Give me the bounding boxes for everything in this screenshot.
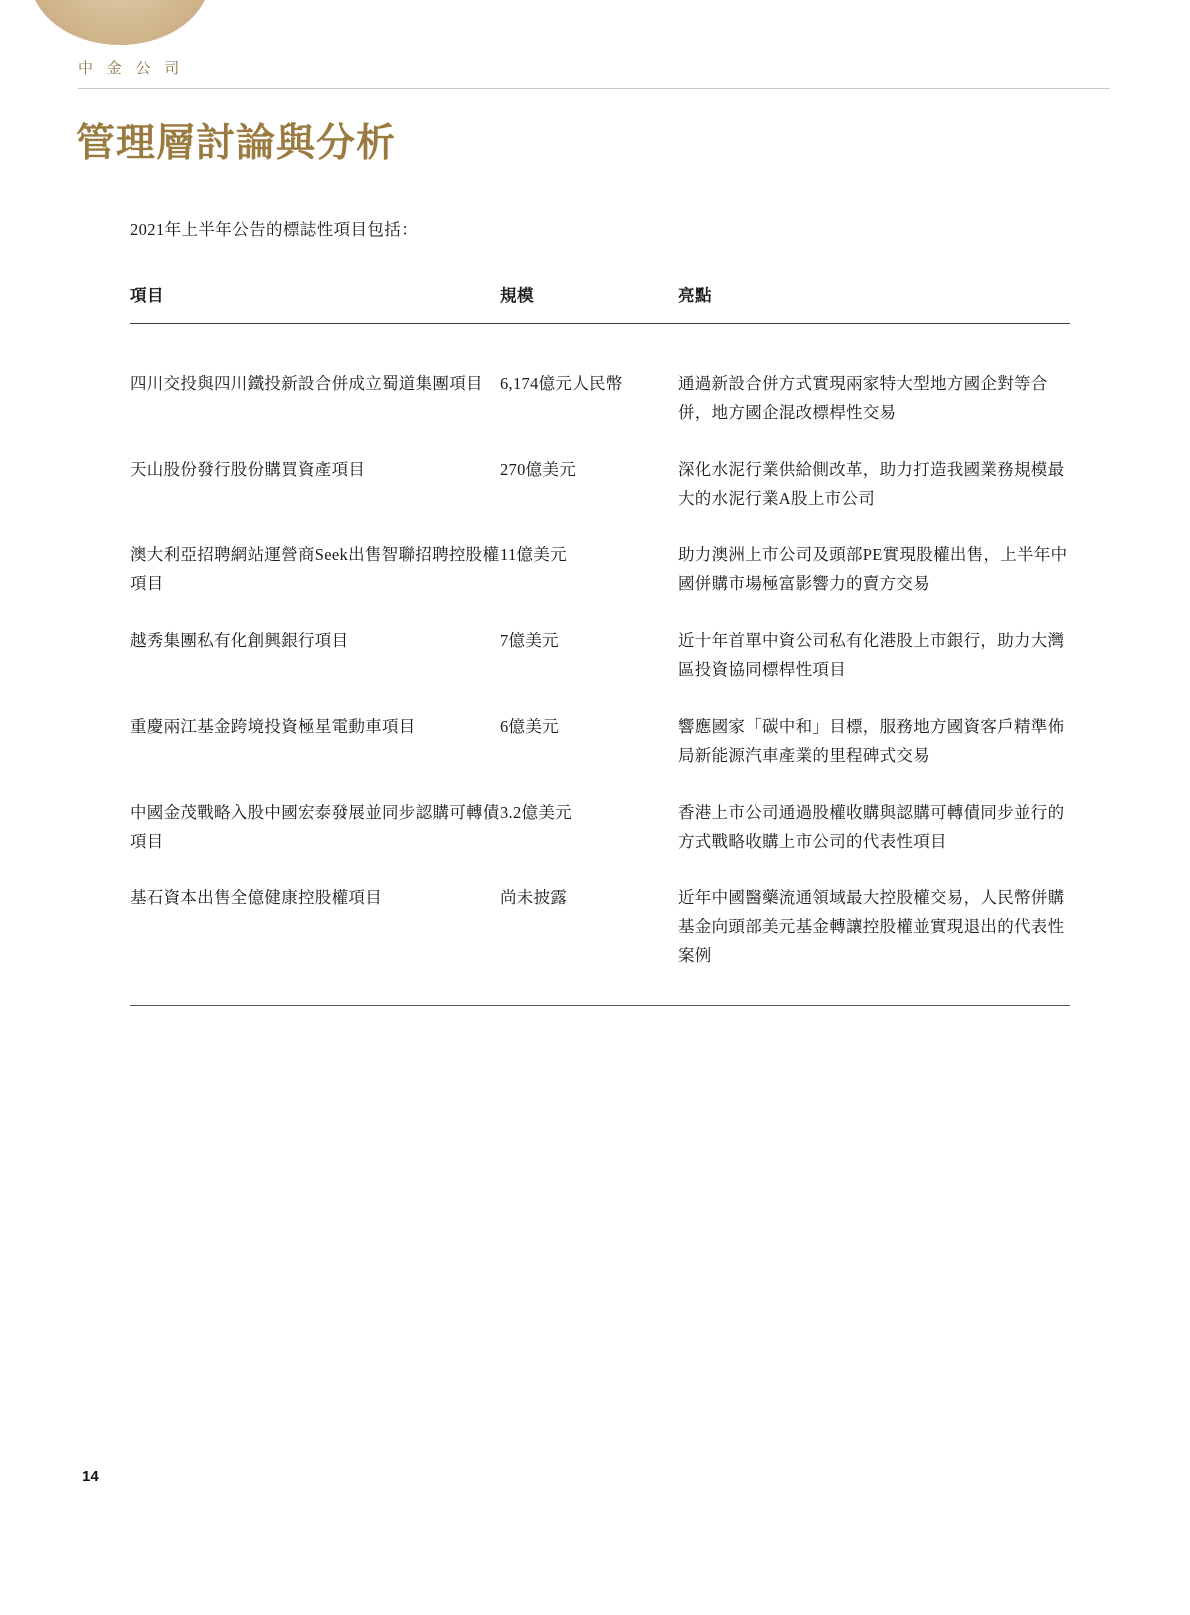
company-mark: 中 金 公 司 [78, 61, 185, 77]
deals-table [130, 276, 1070, 1005]
table-body [130, 323, 1070, 1005]
cell-highlight: 響應國家「碳中和」目標，服務地方國資客戶精準佈局新能源汽車產業的里程碑式交易 [678, 716, 1065, 765]
cell-item: 重慶兩江基金跨境投資極星電動車項目 [130, 716, 416, 736]
cell-item: 越秀集團私有化創興銀行項目 [130, 631, 349, 651]
intro-paragraph: 2021年上半年公告的標誌性項目包括： [130, 220, 419, 239]
logo [30, 0, 220, 48]
table-row [130, 785, 1070, 871]
deals-table-container [130, 276, 1070, 1006]
cell-scale: 3.2億美元 [500, 802, 572, 822]
table-row [130, 613, 1070, 699]
column-header-scale: 規模 [500, 286, 534, 305]
cell-highlight: 香港上市公司通過股權收購與認購可轉債同步並行的方式戰略收購上市公司的代表性項目 [678, 802, 1065, 851]
table-bottom-divider [130, 1005, 1070, 1006]
cell-scale: 尚未披露 [500, 888, 568, 908]
table-row [130, 870, 1070, 1005]
cell-scale: 6億美元 [500, 716, 559, 736]
cell-item: 基石資本出售全億健康控股權項目 [130, 888, 382, 908]
page-number: 14 [82, 1468, 99, 1485]
cell-scale: 7億美元 [500, 631, 559, 651]
cell-scale: 11億美元 [500, 545, 567, 565]
column-header-item: 項目 [130, 286, 164, 305]
cell-scale: 270億美元 [500, 459, 577, 479]
cell-highlight: 深化水泥行業供給側改革，助力打造我國業務規模最大的水泥行業A股上市公司 [678, 459, 1065, 508]
cell-highlight: 助力澳洲上市公司及頭部PE實現股權出售，上半年中國併購市場極富影響力的賣方交易 [678, 545, 1068, 594]
cell-item: 四川交投與四川鐵投新設合併成立蜀道集團項目 [130, 373, 483, 393]
page-title: 管理層討論與分析 [76, 122, 397, 165]
cell-highlight: 通過新設合併方式實現兩家特大型地方國企對等合併，地方國企混改標桿性交易 [678, 373, 1048, 422]
header-divider [78, 88, 1110, 89]
page-header [0, 0, 1190, 92]
table-row [130, 442, 1070, 528]
table-row [130, 699, 1070, 785]
table-header-row [130, 276, 1070, 323]
table-row [130, 527, 1070, 613]
cell-item: 中國金茂戰略入股中國宏泰發展並同步認購可轉債項目 [130, 802, 500, 851]
table-row [130, 323, 1070, 441]
cell-highlight: 近年中國醫藥流通領域最大控股權交易，人民幣併購基金向頭部美元基金轉讓控股權並實現退出的代表性案例 [678, 888, 1065, 966]
cell-item: 澳大利亞招聘網站運營商Seek出售智聯招聘控股權項目 [130, 545, 500, 594]
column-header-highlight: 亮點 [678, 286, 712, 305]
cell-scale: 6,174億元人民幣 [500, 373, 623, 393]
semicircle-logo-icon [30, 0, 210, 45]
table-header [130, 276, 1070, 323]
cell-highlight: 近十年首單中資公司私有化港股上市銀行，助力大灣區投資協同標桿性項目 [678, 631, 1065, 679]
cell-item: 天山股份發行股份購買資產項目 [130, 459, 366, 479]
